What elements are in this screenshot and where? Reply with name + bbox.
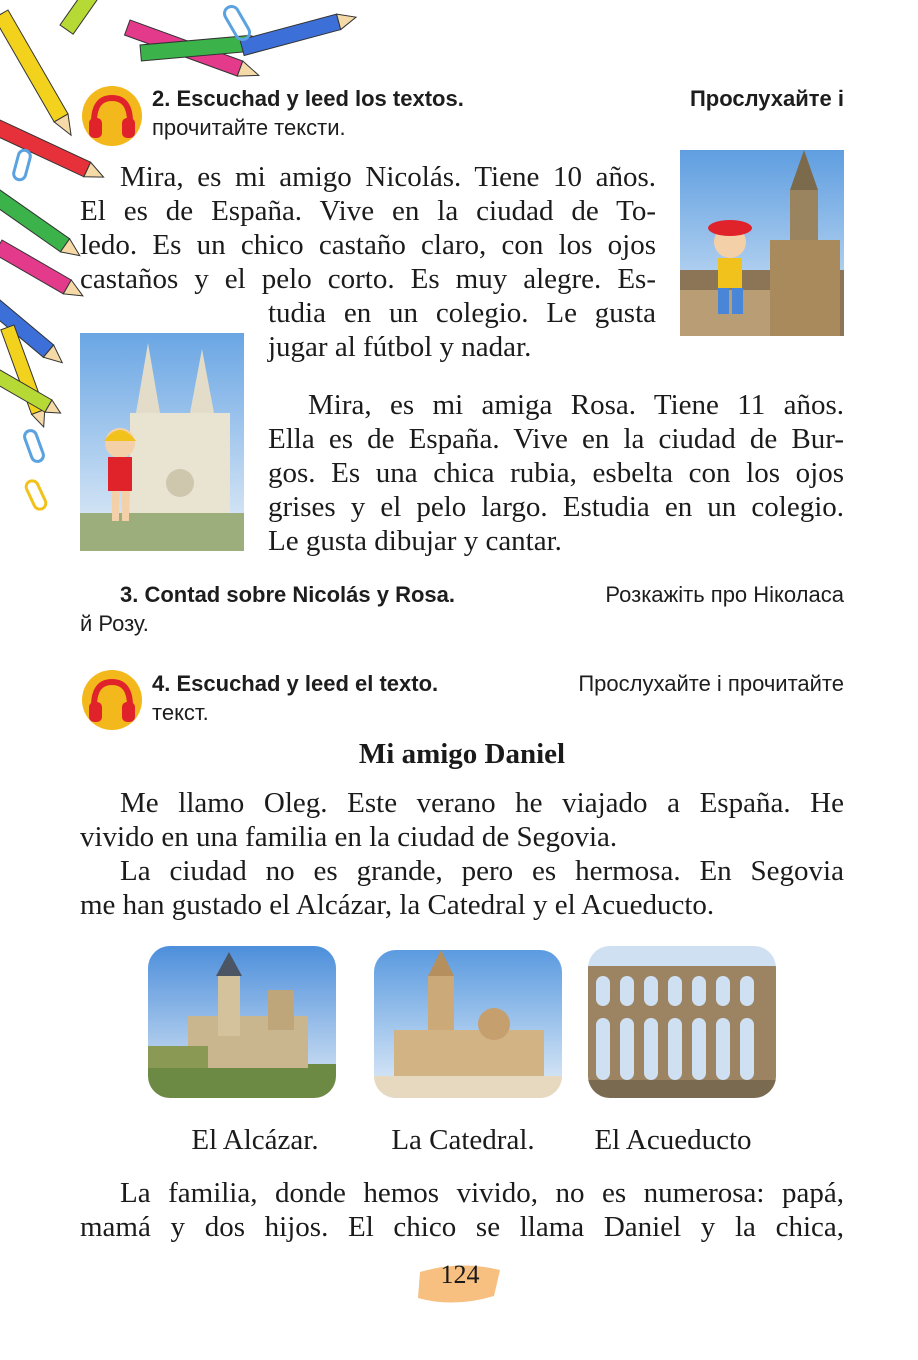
story-title: Mi amigo Daniel <box>358 738 566 770</box>
headphones-icon[interactable] <box>80 668 144 732</box>
task-3-instruction <box>80 580 844 638</box>
caption-catedral: La Catedral. <box>391 1124 535 1156</box>
story-line: Me llamo Oleg. Este verano he viajado a España. He <box>120 787 844 819</box>
task-4-instruction <box>152 669 844 727</box>
story-line: La familia, donde hemos vivido, no es numerosa: papá, <box>120 1177 844 1209</box>
nicolas-line: tudia en un colegio. Le gusta <box>268 297 656 329</box>
task-3-bold: 3. Contad sobre Nicolás y Rosa. <box>120 582 456 607</box>
headphones-icon[interactable] <box>80 84 144 148</box>
rosa-line: gos. Es una chica rubia, esbelta con los ojos <box>268 457 844 489</box>
story-line: me han gustado el Alcázar, la Catedral y el Acueducto. <box>80 889 715 921</box>
acueducto-photo <box>588 946 776 1098</box>
page-number: 124 <box>440 1260 480 1289</box>
task-4-ua-2: текст. <box>152 700 209 725</box>
task-2-ua-bold: Прослухайте і <box>689 86 844 111</box>
story-line: La ciudad no es grande, pero es hermosa. En Segovia <box>120 855 844 887</box>
nicolas-line: jugar al fútbol y nadar. <box>268 331 532 363</box>
burgos-photo <box>80 333 244 551</box>
rosa-line: Ella es de España. Vive en la ciudad de Bur- <box>268 423 844 455</box>
caption-acueducto: El Acueducto <box>594 1124 752 1156</box>
story-line: vivido en una familia en la ciudad de Segovia. <box>80 821 618 853</box>
task-4-bold: 4. Escuchad y leed el texto. <box>152 671 439 696</box>
story-line: mamá y dos hijos. El chico se llama Daniel y la chica, <box>80 1211 844 1243</box>
story-paragraph-2 <box>80 854 844 922</box>
alcazar-photo <box>148 946 336 1098</box>
toledo-photo <box>680 150 844 336</box>
task-3-ua-1: Розкажіть про Ніколаса <box>605 582 844 607</box>
task-2-ua-rest: прочитайте тексти. <box>152 115 346 140</box>
story-paragraph-1 <box>80 786 844 854</box>
rosa-line: Mira, es mi amiga Rosa. Tiene 11 años. <box>308 389 844 421</box>
rosa-line: Le gusta dibujar y cantar. <box>268 525 562 557</box>
task-4-ua-1: Прослухайте і прочитайте <box>578 671 844 696</box>
task-3-ua-2: й Розу. <box>80 611 149 636</box>
catedral-photo <box>374 950 562 1098</box>
caption-alcazar: El Alcázar. <box>191 1124 319 1156</box>
rosa-line: grises y el pelo largo. Estudia en un colegio. <box>268 491 844 523</box>
nicolas-line: ledo. Es un chico castaño claro, con los ojos <box>80 229 656 261</box>
nicolas-line: El es de España. Vive en la ciudad de To- <box>80 195 656 227</box>
rosa-paragraph <box>268 388 844 558</box>
nicolas-line: castaños y el pelo corto. Es muy alegre. Es- <box>80 263 656 295</box>
story-paragraph-3 <box>80 1176 844 1244</box>
task-2-instruction <box>152 84 844 142</box>
task-2-number-bold: 2. Escuchad y leed los textos. <box>152 86 464 111</box>
nicolas-line: Mira, es mi amigo Nicolás. Tiene 10 años. <box>120 161 656 193</box>
